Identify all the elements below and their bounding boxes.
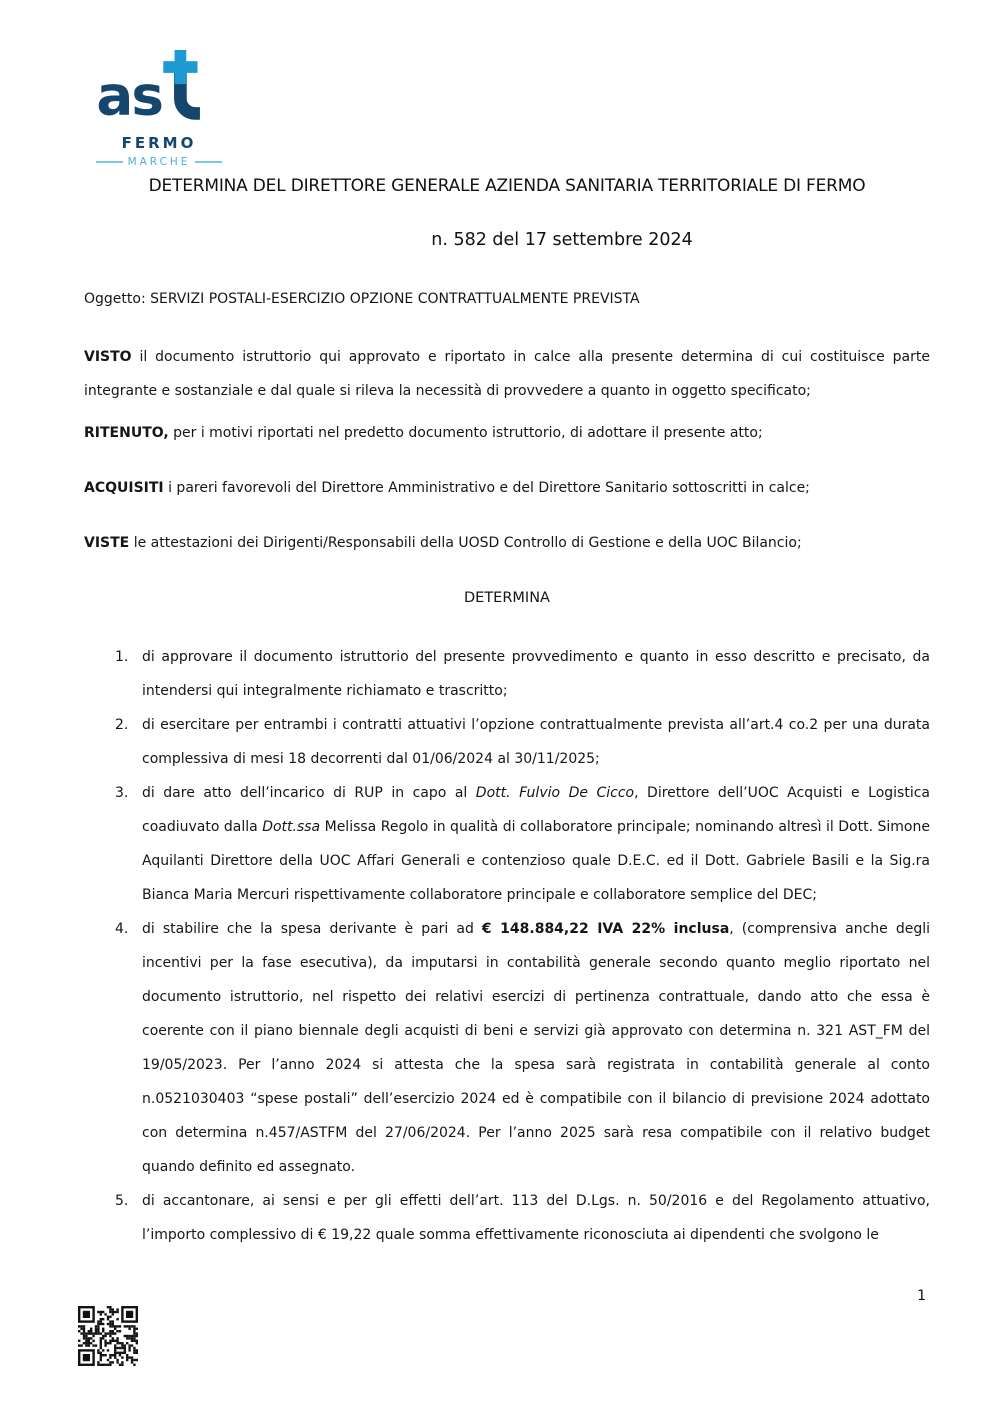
ast-logo [96,48,222,168]
decision-text: di stabilire che la spesa derivante è pari ad € 148.884,22 IVA 22% inclusa, (comprensiva anche degli incentivi per la fase esecutiva), da imputarsi in contabilità generale secondo quanto meglio riportato nel documento istruttorio, nel rispetto dei relativi esercizi di pertinenza contrattuale, dando atto che essa è coerente con il piano biennale degli acquisti di beni e servizi già approvato con determina n. 321 AST_FM del 19/05/2023. Per l’anno 2024 si attesta che la spesa sarà registrata in contabilità generale al conto n.0521030403 “spese postali” dell’esercizio 2024 ed è compatibile con il bilancio di previsione 2024 adottato con determina n.457/ASTFM del 27/06/2024. Per l’anno 2025 sarà resa compatibile con il relativo budget quando definito ed assegnato. [142,921,930,1175]
decision-item-2 [84,708,930,776]
decision-number: 3. [115,785,129,801]
decision-text: di approvare il documento istruttorio del presente provvedimento e quanto in esso descritto e precisato, da intendersi qui integralmente richiamato e trascritto; [142,649,930,699]
act-number-line: n. 582 del 17 settembre 2024 [431,230,693,250]
qr-code [78,1306,138,1366]
decision-text: di accantonare, ai sensi e per gli effetti dell’art. 113 del D.Lgs. n. 50/2016 e del Regolamento attuativo, l’importo complessivo di € 19,22 quale somma effettivamente riconosciuta ai dipendenti che svolgono le [142,1193,930,1243]
decision-list [84,640,930,1252]
decision-text: di esercitare per entrambi i contratti attuativi l’opzione contrattualmente prevista all’art.4 co.2 per una durata complessiva di mesi 18 decorrenti dal 01/06/2024 al 30/11/2025; [142,717,930,767]
subject-line: Oggetto: SERVIZI POSTALI-ESERCIZIO OPZIONE CONTRATTUALMENTE PREVISTA [84,291,640,307]
decision-item-1 [84,640,930,708]
decision-number: 2. [115,717,129,733]
decision-heading: DETERMINA [464,590,550,606]
svg-text:as: as [96,63,162,128]
page-number: 1 [917,1288,926,1304]
decision-text: di dare atto dell’incarico di RUP in capo al Dott. Fulvio De Cicco, Direttore dell’UOC Acquisti e Logistica coadiuvato dalla Dott.ssa Melissa Regolo in qualità di collaboratore principale; nominando altresì il Dott. Simone Aquilanti Direttore della UOC Affari Generali e contenzioso quale D.E.C. ed il Dott. Gabriele Basili e la Sig.ra Bianca Maria Mercuri rispettivamente collaboratore principale e collaboratore semplice del DEC; [142,785,930,903]
logo-subregion-label: MARCHE [127,156,191,168]
logo-rule-right [195,161,222,163]
preamble-visto: VISTO il documento istruttorio qui approvato e riportato in calce alla presente determina di cui costituisce parte integrante e sostanziale e dal quale si rileva la necessità di provvedere a quanto in oggetto specificato; [84,349,930,399]
decision-item-3 [84,776,930,912]
decision-number: 1. [115,649,129,665]
logo-region-label: FERMO [121,134,197,152]
decision-number: 5. [115,1193,129,1209]
decision-item-5 [84,1184,930,1252]
preamble-acquisiti: ACQUISITI i pareri favorevoli del Direttore Amministrativo e del Direttore Sanitario sottoscritti in calce; [84,480,810,496]
ast-logo-wordmark-icon [96,48,214,132]
logo-subregion-row [96,156,222,168]
document-title: DETERMINA DEL DIRETTORE GENERALE AZIENDA SANITARIA TERRITORIALE DI FERMO [148,176,866,196]
decision-number: 4. [115,921,129,937]
qr-code-icon [78,1306,138,1366]
preamble-ritenuto: RITENUTO, per i motivi riportati nel predetto documento istruttorio, di adottare il presente atto; [84,425,763,441]
logo-rule-left [96,161,123,163]
preamble-viste: VISTE le attestazioni dei Dirigenti/Responsabili della UOSD Controllo di Gestione e della UOC Bilancio; [84,535,802,551]
decision-item-4 [84,912,930,1184]
